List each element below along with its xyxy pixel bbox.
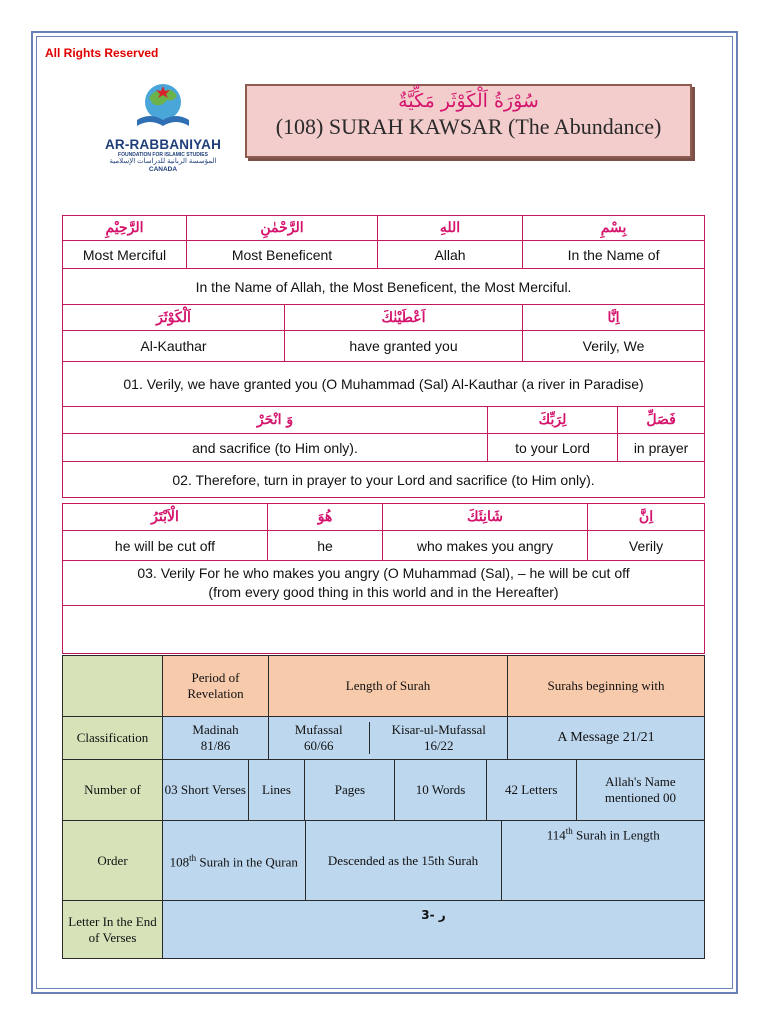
arabic-word: هُوَ: [268, 504, 383, 531]
arabic-word: اللهِ: [378, 216, 523, 241]
number-of-split-cell: [163, 760, 705, 821]
lines-count: Lines: [248, 760, 305, 820]
verse3-arabic-row: [63, 504, 705, 531]
logo-arabic: المؤسسة الربانية للدراسات الإسلامية: [109, 158, 217, 165]
number-of-row: [63, 760, 705, 821]
title-banner: [245, 84, 692, 158]
english-word: to your Lord: [488, 434, 618, 462]
verse1-sentence: 01. Verily, we have granted you (O Muhammad (Sal) Al-Kauthar (a river in Paradise): [63, 362, 705, 407]
verse3-table: [62, 503, 705, 654]
title-arabic: سُوْرَةُ اَلْكَوْثَر مَكِّيَّةٌ: [398, 90, 539, 112]
verse3-sentence-line1: 03. Verily For he who makes you angry (O Muhammad (Sal), – he will be cut off: [137, 565, 630, 581]
translation-table: [62, 215, 705, 498]
rights-notice: All Rights Reserved: [45, 46, 159, 60]
length-order-number: 114: [546, 827, 566, 843]
allah-name-count: Allah's Name mentioned 00: [604, 774, 676, 805]
arabic-word: شَانِئَكَ: [383, 504, 588, 531]
english-word: he: [268, 531, 383, 561]
madinah-count: 81/86: [200, 738, 231, 753]
length-order-suffix: th: [565, 826, 573, 836]
arabic-word: بِسْمِ: [523, 216, 705, 241]
foundation-logo: [78, 80, 248, 186]
mufassal-count: 60/66: [303, 738, 334, 753]
period-header: Period of Revelation: [163, 656, 269, 717]
verses-count: 03 Short Verses: [163, 760, 248, 820]
number-of-split: [163, 760, 704, 820]
corner-cell: [63, 656, 163, 717]
order-row: [63, 821, 705, 901]
letter-end-value: ر -3: [163, 901, 705, 959]
title-english: (108) SURAH KAWSAR (The Abundance): [275, 114, 662, 139]
arabic-word: وَ انْحَرْ: [63, 407, 488, 434]
pages-count: Pages: [305, 760, 395, 820]
order-split-cell: [163, 821, 705, 901]
english-word: he will be cut off: [63, 531, 268, 561]
words-count: 10 Words: [395, 760, 486, 820]
logo-country: CANADA: [148, 166, 178, 173]
classification-row: [63, 717, 705, 760]
english-word: who makes you angry: [383, 531, 588, 561]
length-split: [269, 722, 508, 754]
length-header: Length of Surah: [269, 656, 508, 717]
basmala-arabic-row: [63, 216, 705, 241]
length-order: [501, 821, 705, 900]
arabic-word: الرَّحْمٰنِ: [187, 216, 378, 241]
english-word: have granted you: [285, 331, 523, 362]
verse2-english-row: [63, 434, 705, 462]
surah-info-table: [62, 655, 705, 959]
message-cell: A Message 21/21: [508, 717, 705, 760]
arabic-word: الرَّحِيْمِ: [63, 216, 187, 241]
quran-order: [163, 821, 305, 900]
quran-order-suffix: th: [189, 853, 197, 864]
basmala-sentence: In the Name of Allah, the Most Beneficent, the Most Merciful.: [63, 269, 705, 305]
arabic-word: اَلْكَوْثَرَ: [63, 305, 285, 331]
madinah-cell: [163, 717, 269, 760]
logo-subtitle: FOUNDATION FOR ISLAMIC STUDIES: [118, 152, 208, 158]
info-header-row: [63, 656, 705, 717]
verse3-english-row: [63, 531, 705, 561]
globe-book-icon: [133, 80, 193, 130]
kisar-count: 16/22: [423, 738, 454, 753]
classification-label: Classification: [63, 717, 163, 760]
length-split-cell: [269, 717, 508, 760]
verse3-sentence: [63, 561, 705, 606]
quran-order-text: Surah in the Quran: [199, 854, 298, 870]
arabic-word: فَصَلِّ: [618, 407, 705, 434]
verse2-arabic-row: [63, 407, 705, 434]
beginning-header: Surahs beginning with: [508, 656, 705, 717]
english-word: Al-Kauthar: [63, 331, 285, 362]
number-of-label: Number of: [63, 760, 163, 821]
length-order-text: Surah in Length: [576, 827, 660, 843]
arabic-word: لِرَبِّكَ: [488, 407, 618, 434]
verse1-english-row: [63, 331, 705, 362]
order-split: [163, 821, 705, 900]
mufassal-cell: [269, 722, 369, 754]
english-word: Verily: [588, 531, 705, 561]
kisar-label: Kisar-ul-Mufassal: [391, 722, 486, 737]
english-word: and sacrifice (to Him only).: [63, 434, 488, 462]
logo-name: AR-RABBANIYAH: [104, 137, 222, 152]
basmala-english-row: [63, 241, 705, 269]
verse1-arabic-row: [63, 305, 705, 331]
madinah-label: Madinah: [192, 722, 239, 737]
verse3-sentence-line2: (from every good thing in this world and in the Hereafter): [208, 584, 559, 600]
letter-end-label: Letter In the End of Verses: [63, 901, 163, 959]
letters-count: 42 Letters: [486, 760, 576, 820]
english-word: in prayer: [618, 434, 705, 462]
arabic-word: الْاَبْتَرُ: [63, 504, 268, 531]
descended-order: Descended as the 15th Surah: [305, 821, 501, 900]
quran-order-number: 108: [169, 854, 190, 870]
empty-row: [63, 606, 705, 654]
kisar-cell: [369, 722, 508, 754]
arabic-word: اِنَّا: [523, 305, 705, 331]
english-word: Most Beneficent: [187, 241, 378, 269]
arabic-word: اَعْطَيْنٰكَ: [285, 305, 523, 331]
arabic-word: اِنَّ: [588, 504, 705, 531]
english-word: Verily, We: [523, 331, 705, 362]
english-word: Most Merciful: [63, 241, 187, 269]
letter-end-row: [63, 901, 705, 959]
english-word: In the Name of: [523, 241, 705, 269]
english-word: Allah: [378, 241, 523, 269]
mufassal-label: Mufassal: [294, 722, 343, 737]
order-label: Order: [63, 821, 163, 901]
verse2-sentence: 02. Therefore, turn in prayer to your Lord and sacrifice (to Him only).: [63, 462, 705, 498]
